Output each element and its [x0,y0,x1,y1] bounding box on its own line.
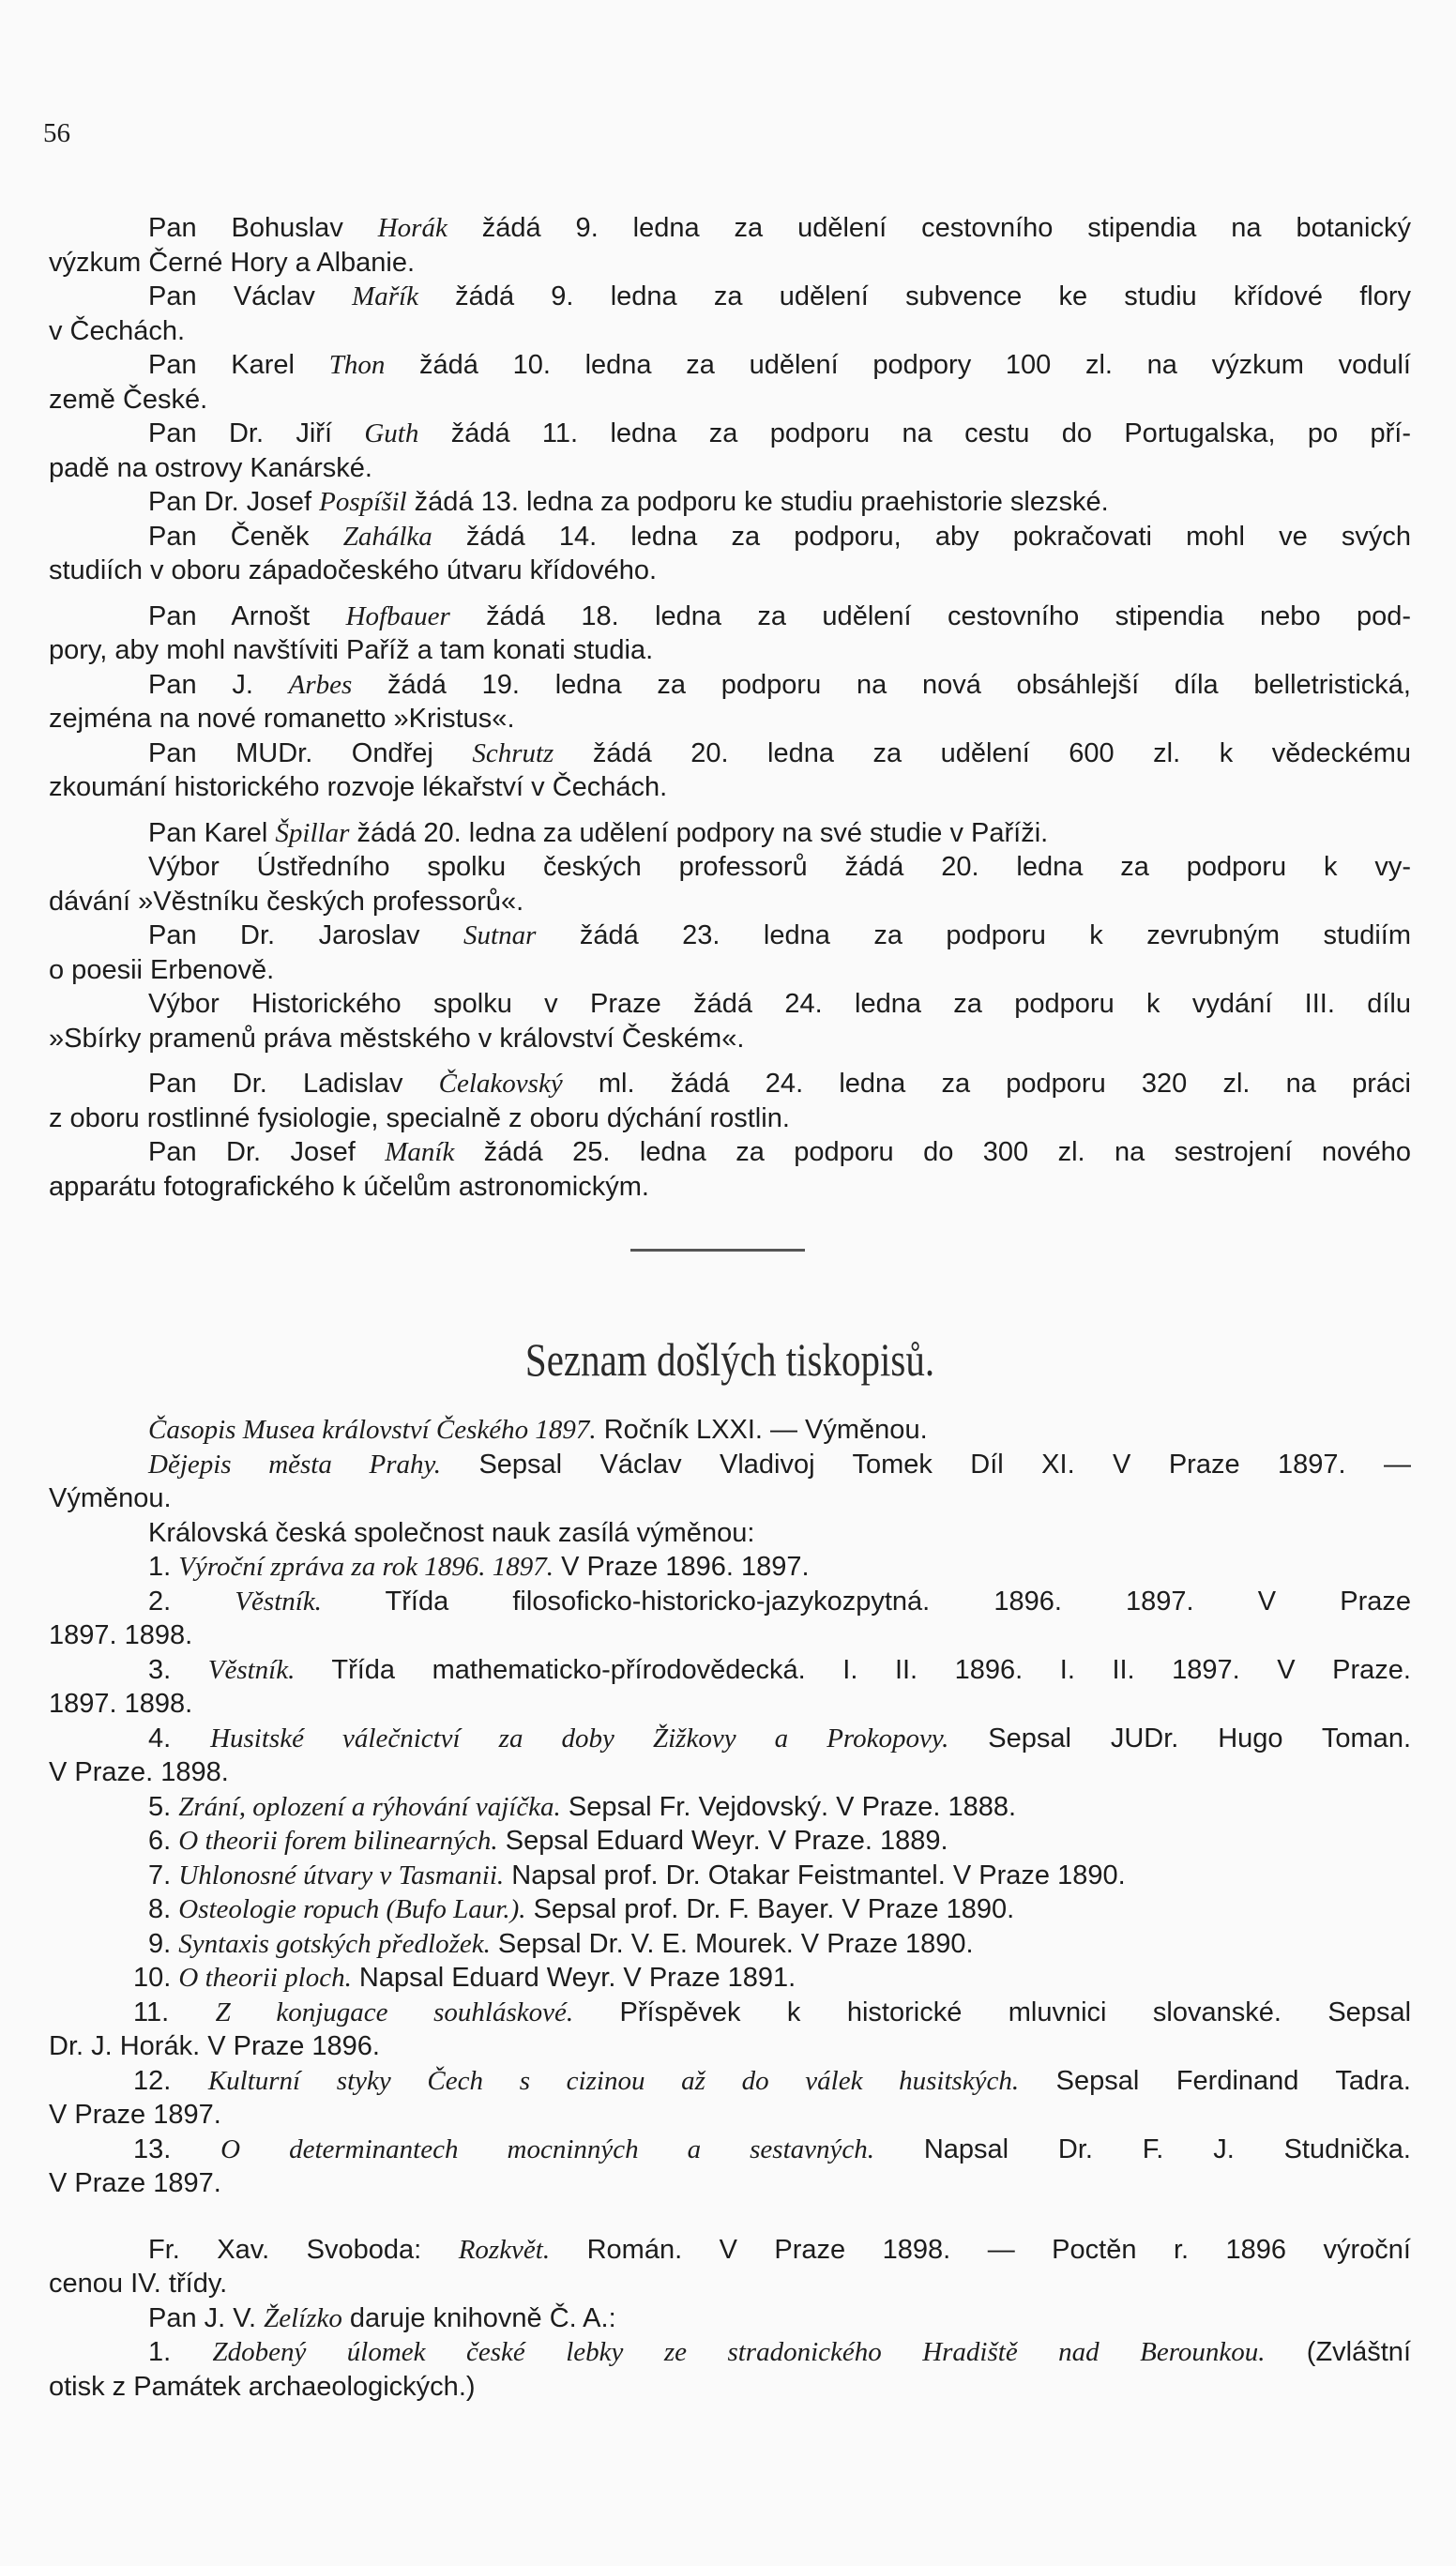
italic-title: O theorii ploch. [178,1963,352,1993]
text-segment: Pan Karel [148,817,276,848]
text-line [49,1448,1411,1482]
text-line [49,1755,1411,1790]
text-segment: 13. [133,2133,221,2164]
text-segment: Pan Václav [148,281,353,311]
paragraph [49,850,1411,919]
text-line [49,1687,1411,1722]
text-segment: žádá 20. ledna za udělení 600 zl. k vědeckému [554,737,1411,768]
text-segment: 2. [148,1586,235,1617]
text-segment: žádá 14. ledna za podporu, aby pokračovati mohl ve svých [432,521,1412,552]
text-line [49,2133,1411,2167]
text-line [49,417,1411,451]
text-segment: v Čechách. [49,315,186,346]
italic-title: Kulturní styky Čech s cizinou až do válek husitských. [207,2065,1020,2096]
grant-requests-section [49,211,1411,1204]
text-segment: Sepsal Václav Vladivoj Tomek Díl XI. V Praze 1897. — [441,1449,1412,1480]
text-line [49,885,1411,919]
text-line [49,600,1411,634]
text-segment: Pan J. [148,669,289,700]
text-line [49,1653,1411,1688]
text-segment: 6. [148,1826,179,1856]
text-segment: Pan Arnošt [148,600,346,631]
text-segment: 3. [148,1654,208,1685]
paragraph [49,736,1411,805]
text-segment: Sepsal JUDr. Hugo Toman. [948,1723,1411,1754]
paragraph [49,1892,1411,1927]
text-line [49,850,1411,885]
text-segment: Pan Bohuslav [148,213,378,243]
text-line [49,451,1411,486]
text-line [49,919,1411,953]
italic-title: Rozkvět. [458,2234,551,2265]
paragraph [49,1516,1411,1551]
text-segment: Pan Karel [148,350,329,380]
text-line [49,1824,1411,1859]
text-segment: Sepsal prof. Dr. F. Bayer. V Praze 1890. [525,1894,1015,1924]
text-segment: Román. V Praze 1898. — Poctěn r. 1896 výroční [550,2234,1411,2265]
paragraph [49,520,1411,588]
italic-title: Sutnar [463,920,537,950]
text-line [49,1022,1411,1056]
text-segment: Napsal prof. Dr. Otakar Feistmantel. V Praze 1890. [504,1860,1126,1890]
text-segment: 1897. 1898. [49,1620,193,1650]
paragraph [49,2233,1411,2301]
paragraph [49,1135,1411,1204]
italic-title: Špillar [275,817,350,848]
section-heading: Seznam došlých tiskopisů. [524,1333,935,1386]
text-segment: 7. [148,1860,179,1890]
text-segment: Pan Dr. Josef [148,1137,386,1167]
text-segment: 5. [148,1791,179,1822]
paragraph [49,485,1411,520]
text-segment: 11. [133,1997,216,2027]
text-line [49,816,1411,851]
paragraph [49,600,1411,668]
paragraph [49,280,1411,348]
text-line [49,246,1411,281]
text-segment: Sepsal Eduard Weyr. V Praze. 1889. [497,1826,948,1856]
text-segment: 4. [148,1723,211,1754]
text-line [49,2166,1411,2201]
italic-title: Zahálka [342,521,432,552]
paragraph [49,1585,1411,1653]
text-segment: Výbor Historického spolku v Praze žádá 24. ledna za podporu k vydání III. dílu [148,989,1411,1019]
paragraph [49,211,1411,280]
text-line [49,2335,1411,2370]
text-segment: Příspěvek k historické mluvnici slovanské. Sepsal [573,1997,1412,2027]
text-segment: V Praze. 1898. [49,1757,229,1787]
italic-title: Želízko [264,2302,342,2333]
text-line [49,1135,1411,1170]
text-segment: žádá 9. ledna za udělení subvence ke studiu křídové flory [417,281,1411,311]
text-segment: zkoumání historického rozvoje lékařství v Čechách. [49,772,668,802]
text-line [49,1170,1411,1205]
text-line [49,280,1411,314]
italic-title: Zdobený úlomek české lebky ze stradonického Hradiště nad Berounkou. [212,2337,1266,2367]
italic-title: Z konjugace souhláskové. [215,1997,574,2027]
italic-title: Husitské válečnictví za doby Žižkovy a Prokopovy. [210,1723,949,1754]
text-segment: z oboru rostlinné fysiologie, specialně z oboru dýchání rostlin. [49,1102,790,1133]
text-segment: Výměnou. [49,1483,172,1513]
text-line [49,2098,1411,2133]
text-segment: studiích v oboru západočeského útvaru křídového. [49,555,658,585]
text-segment: Pan J. V. [148,2302,265,2333]
text-segment: 9. [148,1928,179,1959]
paragraph [49,919,1411,987]
paragraph [49,2301,1411,2336]
text-line [49,1892,1411,1927]
text-line [49,987,1411,1022]
text-line [49,314,1411,349]
text-segment: Pan Dr. Jiří [148,418,365,448]
italic-title: Dějepis města Prahy. [148,1449,442,1480]
italic-title: Výroční zpráva za rok 1896. 1897. [178,1552,554,1582]
italic-title: Maník [385,1137,455,1167]
text-segment: 8. [148,1894,179,1924]
text-line [49,1413,1411,1448]
text-line [49,702,1411,736]
paragraph [49,1859,1411,1893]
italic-title: O theorii forem bilinearných. [178,1826,498,1856]
paragraph [49,1722,1411,1790]
text-segment: Výbor Ústředního spolku českých professorů žádá 20. ledna za podporu k vy- [148,852,1411,882]
text-segment: o poesii Erbenově. [49,954,275,985]
text-line [49,668,1411,703]
text-line [49,2267,1411,2301]
text-segment: žádá 9. ledna za udělení cestovního stipendia na botanický [447,213,1411,243]
text-line [49,2233,1411,2268]
text-segment: 10. [133,1963,179,1993]
text-segment: Sepsal Dr. V. E. Mourek. V Praze 1890. [490,1928,974,1959]
paragraph [49,348,1411,417]
text-line [49,485,1411,520]
text-segment: Pan Dr. Jaroslav [148,920,464,950]
text-segment: 1. [148,2337,213,2367]
text-segment: 1897. 1898. [49,1689,193,1719]
text-line [49,1927,1411,1962]
paragraph [49,1550,1411,1585]
paragraph [49,816,1411,851]
text-segment: apparátu fotografického k účelům astronomickým. [49,1171,649,1202]
paragraph [49,417,1411,485]
text-line [49,1481,1411,1516]
text-line [49,1101,1411,1136]
paragraph [49,1927,1411,1962]
text-segment: výzkum Černé Hory a Albanie. [49,247,416,278]
text-line [49,2029,1411,2064]
paragraph [49,1790,1411,1825]
text-line [49,1618,1411,1653]
paragraph [49,1996,1411,2064]
text-segment: žádá 11. ledna za podporu na cestu do Portugalska, po pří- [418,418,1411,448]
text-line [49,633,1411,668]
italic-title: Časopis Musea království Českého 1897. [148,1415,597,1445]
text-segment: Fr. Xav. Svoboda: [148,2234,459,2265]
italic-title: Mařík [352,281,418,311]
italic-title: Pospíšil [319,487,407,517]
text-line [49,554,1411,588]
paragraph [49,1653,1411,1722]
text-segment: Napsal Eduard Weyr. V Praze 1891. [351,1963,796,1993]
text-segment: žádá 10. ledna za udělení podpory 100 zl. na výzkum vodulí [385,350,1411,380]
text-segment: žádá 18. ledna za udělení cestovního stipendia nebo pod- [449,600,1411,631]
paragraph [49,2335,1411,2404]
text-line [49,2370,1411,2405]
paragraph [49,2064,1411,2133]
italic-title: Arbes [288,669,353,700]
italic-title: Hofbauer [345,600,450,631]
text-line [49,383,1411,418]
text-segment: Pan Dr. Ladislav [148,1069,439,1099]
paragraph [49,1413,1411,1448]
text-line [49,348,1411,383]
paragraph [49,987,1411,1055]
text-segment: »Sbírky pramenů práva městského v království Českém«. [49,1023,745,1054]
text-segment: Sepsal Fr. Vejdovský. V Praze. 1888. [560,1791,1017,1822]
received-publications-section [49,1413,1411,2404]
text-line [49,520,1411,554]
paragraph [49,1961,1411,1996]
text-line [49,953,1411,988]
text-line [49,1585,1411,1619]
text-segment: 1. [148,1552,179,1582]
paragraph [49,2133,1411,2201]
text-segment: Ročník LXXI. — Výměnou. [596,1415,928,1445]
text-segment: otisk z Památek archaeologických.) [49,2371,476,2402]
text-segment: žádá 20. ledna za udělení podpory na své studie v Paříži. [349,817,1049,848]
text-segment: žádá 19. ledna za podporu na nová obsáhlejší díla belletristická, [352,669,1411,700]
italic-title: Horák [377,213,447,243]
text-line [49,736,1411,771]
italic-title: Schrutz [472,737,554,768]
text-line [49,1722,1411,1756]
text-line [49,211,1411,246]
text-segment: dávání »Věstníku českých professorů«. [49,886,524,917]
text-segment: V Praze 1897. [49,2168,221,2198]
section-divider [630,1249,805,1252]
paragraph [49,668,1411,736]
text-line [49,1790,1411,1825]
text-segment: žádá 13. ledna za podporu ke studiu praehistorie slezské. [406,487,1109,517]
text-segment: padě na ostrovy Kanárské. [49,452,372,483]
text-segment: pory, aby mohl navštíviti Paříž a tam konati studia. [49,635,654,665]
text-segment: Sepsal Ferdinand Tadra. [1019,2065,1411,2096]
italic-title: Uhlonosné útvary v Tasmanii. [178,1860,505,1890]
page-number: 56 [43,118,70,148]
italic-title: Syntaxis gotských předložek. [178,1928,491,1959]
text-segment: zejména na nové romanetto »Kristus«. [49,704,515,734]
text-segment: žádá 25. ledna za podporu do 300 zl. na sestrojení nového [454,1137,1411,1167]
text-line [49,1516,1411,1551]
paragraph [49,1067,1411,1135]
text-segment: (Zvláštní [1265,2337,1411,2367]
text-line [49,770,1411,805]
text-segment: země České. [49,384,208,415]
page-body [49,211,1411,2404]
text-segment: Pan MUDr. Ondřej [148,737,473,768]
italic-title: Zrání, oplození a rýhování vajíčka. [178,1791,561,1822]
text-segment: ml. žádá 24. ledna za podporu 320 zl. na práci [562,1069,1411,1099]
paragraph [49,1448,1411,1516]
italic-title: Guth [364,418,419,448]
italic-title: Osteologie ropuch (Bufo Laur.). [178,1894,526,1924]
paragraph [49,1824,1411,1859]
text-segment: Pan Čeněk [148,521,343,552]
text-segment: Královská česká společnost nauk zasílá výměnou: [148,1517,755,1548]
text-segment: Třída mathematicko-přírodovědecká. I. II. 1896. I. II. 1897. V Praze. [295,1654,1411,1685]
text-line [49,1961,1411,1996]
text-segment: Napsal Dr. F. J. Studnička. [874,2133,1411,2164]
text-segment: žádá 23. ledna za podporu k zevrubným studiím [536,920,1411,950]
text-segment: Pan Dr. Josef [148,487,320,517]
text-line [49,2064,1411,2099]
text-segment: V Praze 1897. [49,2100,221,2130]
text-segment: 12. [133,2065,208,2096]
italic-title: Věstník. [235,1586,322,1617]
text-segment: Třída filosoficko-historicko-jazykozpytná. 1896. 1897. V Praze [321,1586,1411,1617]
text-line [49,1996,1411,2030]
text-line [49,1550,1411,1585]
text-line [49,2301,1411,2336]
text-line [49,1067,1411,1101]
text-segment: V Praze 1896. 1897. [554,1552,810,1582]
text-segment: Dr. J. Horák. V Praze 1896. [49,2031,380,2061]
text-line [49,1859,1411,1893]
italic-title: O determinantech mocninných a sestavných. [220,2133,875,2164]
text-segment: daruje knihovně Č. A.: [341,2302,616,2333]
italic-title: Thon [328,350,386,380]
italic-title: Věstník. [207,1654,296,1685]
text-segment: cenou IV. třídy. [49,2269,228,2299]
italic-title: Čelakovský [438,1069,563,1099]
